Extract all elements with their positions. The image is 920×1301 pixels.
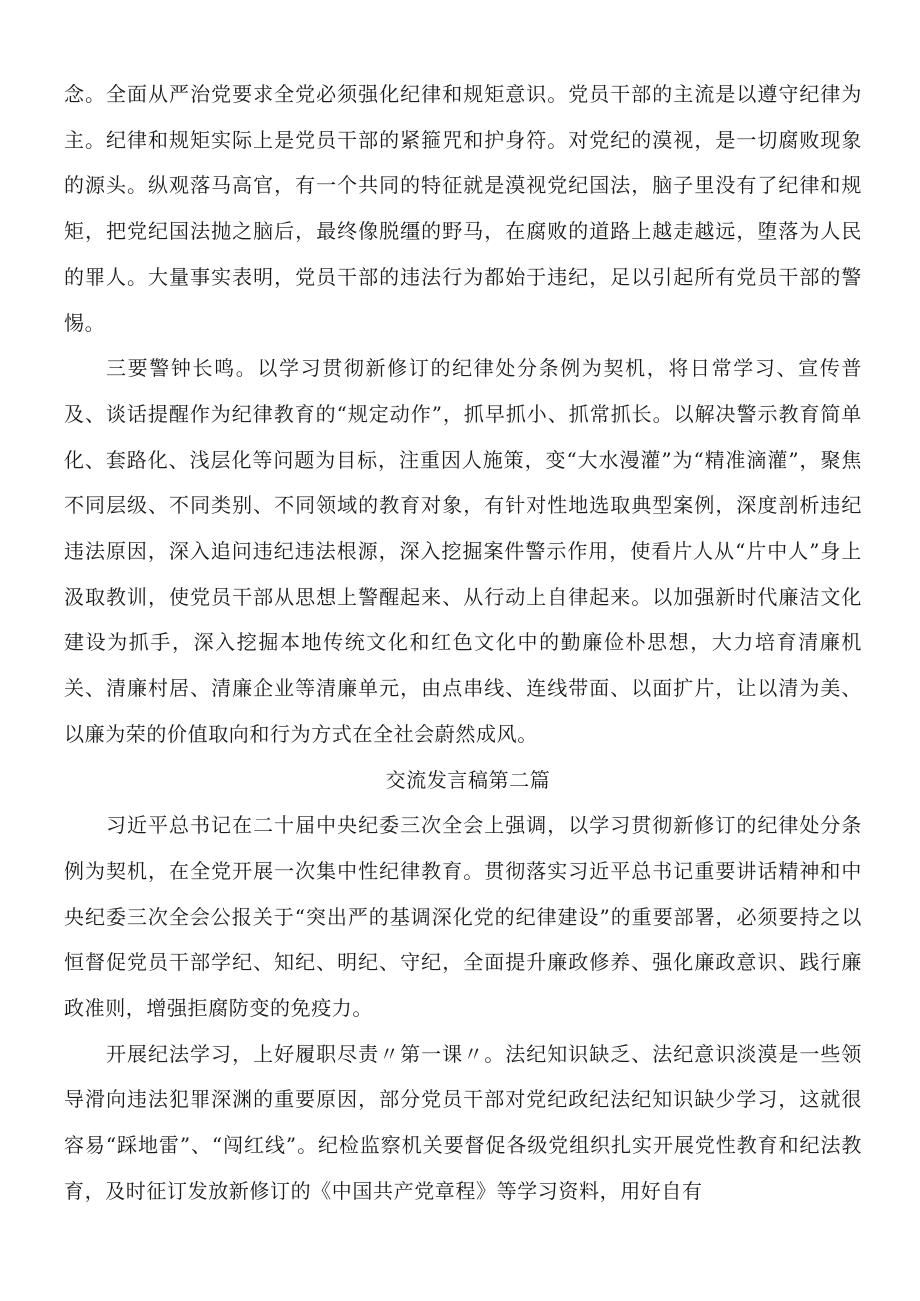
paragraph-third-point: 三要警钟长鸣。以学习贯彻新修订的纪律处分条例为契机，将日常学习、宣传普及、谈话提醒作为纪律教育的“规定动作”，抓早抓小、抓常抓长。以解决警示教育简单化、套路化、浅层化等问题为目标，注重因人施策，变“大水漫灌”为“精准滴灌”，聚焦不同层级、不同类别、不同领域的教育对象，有针对性地选取典型案例，深度剖析违纪违法原因，深入追问违纪违法根源，深入挖掘案件警示作用，使看片人从“片中人”身上汲取教训，使党员干部从思想上警醒起来、从行动上自律起来。以加强新时代廉洁文化建设为抓手，深入挖掘本地传统文化和红色文化中的勤廉俭朴思想，大力培育清廉机关、清廉村居、清廉企业等清廉单元，由点串线、连线带面、以面扩片，让以清为美、以廉为荣的价值取向和行为方式在全社会蔚然成风。 (64, 356, 862, 746)
paragraph-intro: 习近平总书记在二十届中央纪委三次全会上强调，以学习贯彻新修订的纪律处分条例为契机，在全党开展一次集中性纪律教育。贯彻落实习近平总书记重要讲话精神和中央纪委三次全会公报关于“突出严的基调深化党的纪律建设”的重要部署，必须要持之以恒督促党员干部学纪、知纪、明纪、守纪，全面提升廉政修养、强化廉政意识、践行廉政准则，增强拒腐防变的免疫力。 (64, 813, 862, 1021)
paragraph-continued: 念。全面从严治党要求全党必须强化纪律和规矩意识。党员干部的主流是以遵守纪律为主。纪律和规矩实际上是党员干部的紧箍咒和护身符。对党纪的漠视，是一切腐败现象的源头。纵观落马高官，有一个共同的特征就是漠视党纪国法，脑子里没有了纪律和规矩，把党纪国法抛之脑后，最终像脱缰的野马，在腐败的道路上越走越远，堕落为人民的罪人。大量事实表明，党员干部的违法行为都始于违纪，足以引起所有党员干部的警惕。 (64, 82, 862, 335)
paragraph-law-study: 开展纪法学习，上好履职尽责〃第一课〃。法纪知识缺乏、法纪意识淡漠是一些领导滑向违法犯罪深渊的重要原因，部分党员干部对党纪政纪法纪知识缺少学习，这就很容易“踩地雷”、“闯红线”。纪检监察机关要督促各级党组织扎实开展党性教育和纪法教育，及时征订发放新修订的《中国共产党章程》等学习资料，用好自有 (64, 1041, 862, 1203)
section-heading: 交流发言稿第二篇 (385, 767, 551, 792)
